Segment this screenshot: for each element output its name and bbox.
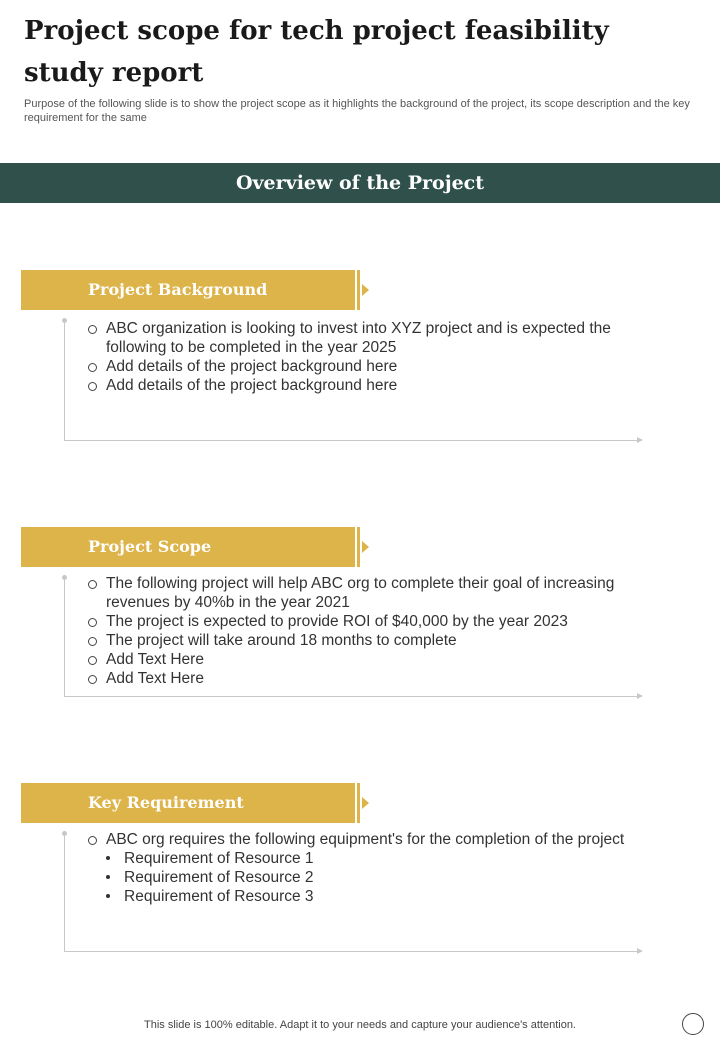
list-item	[88, 830, 648, 906]
section-header-strip	[357, 783, 360, 823]
section-item-list	[88, 319, 648, 395]
list-item: Add Text Here	[88, 669, 648, 688]
section-title: Project Scope	[88, 537, 212, 556]
list-item: The project is expected to provide ROI of $40,000 by the year 2023	[88, 612, 648, 631]
sub-list-item: Requirement of Resource 2	[106, 868, 648, 887]
timeline-horizontal-line	[64, 696, 638, 697]
timeline-vertical-line	[64, 833, 65, 951]
section-header-strip	[357, 270, 360, 310]
list-item-text: ABC org requires the following equipment's for the completion of the project	[106, 831, 625, 848]
section-title: Project Background	[88, 280, 268, 299]
section-arrow-icon	[362, 541, 369, 553]
timeline-horizontal-line	[64, 951, 638, 952]
page-subtitle: Purpose of the following slide is to show the project scope as it highlights the background of the project, its scope description and the key requirement for the same	[24, 98, 690, 124]
list-item: Add details of the project background here	[88, 357, 648, 376]
timeline-vertical-line	[64, 320, 65, 440]
timeline-arrow-icon	[637, 437, 643, 443]
section-item-list	[88, 574, 648, 688]
list-item: Add Text Here	[88, 650, 648, 669]
list-item: The following project will help ABC org to complete their goal of increasing revenues by 40%b in the year 2021	[88, 574, 648, 612]
timeline-vertical-line	[64, 577, 65, 696]
list-item: Add details of the project background here	[88, 376, 648, 395]
timeline-arrow-icon	[637, 693, 643, 699]
sub-item-list	[106, 849, 648, 906]
section-title: Key Requirement	[88, 793, 244, 812]
overview-banner: Overview of the Project	[0, 163, 720, 203]
section-header-strip	[357, 527, 360, 567]
circle-icon	[682, 1013, 704, 1035]
list-item: The project will take around 18 months to complete	[88, 631, 648, 650]
page-title: Project scope for tech project feasibility study report	[24, 16, 609, 88]
section-item-list	[88, 830, 648, 906]
sub-list-item: Requirement of Resource 1	[106, 849, 648, 868]
timeline-arrow-icon	[637, 948, 643, 954]
section-arrow-icon	[362, 284, 369, 296]
sub-list-item: Requirement of Resource 3	[106, 887, 648, 906]
timeline-horizontal-line	[64, 440, 638, 441]
list-item: ABC organization is looking to invest into XYZ project and is expected the following to be completed in the year 2025	[88, 319, 648, 357]
footer-note: This slide is 100% editable. Adapt it to your needs and capture your audience's attention.	[144, 1019, 576, 1031]
section-arrow-icon	[362, 797, 369, 809]
